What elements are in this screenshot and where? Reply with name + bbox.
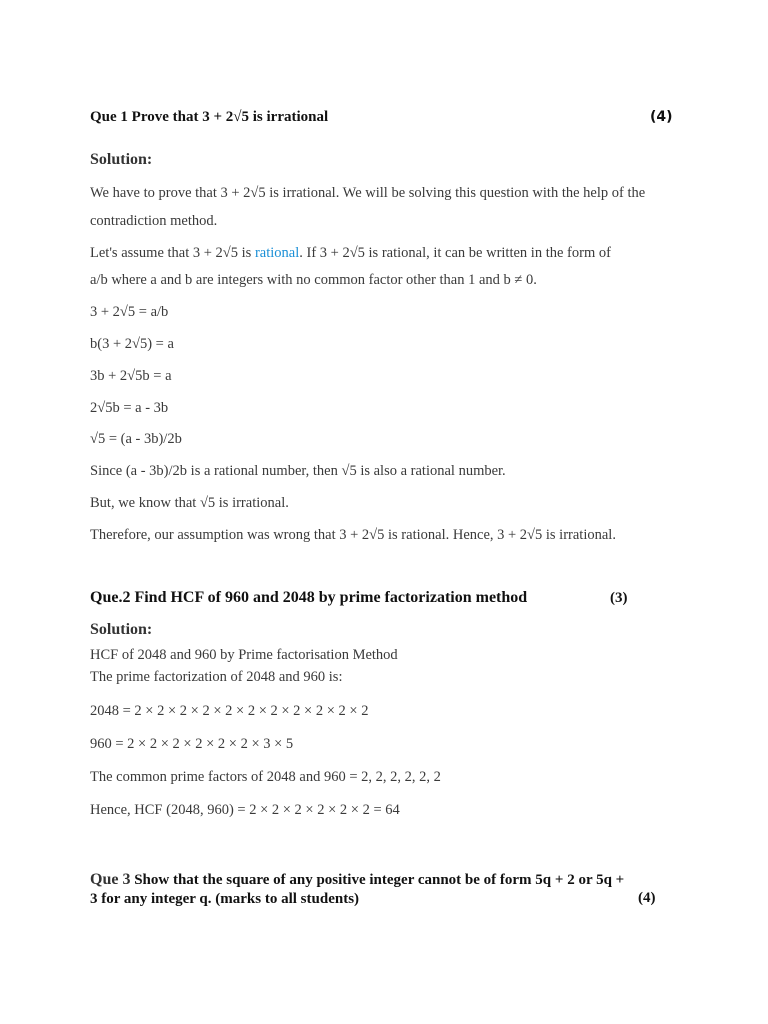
- q2-text-line-3: 2048 = 2 × 2 × 2 × 2 × 2 × 2 × 2 × 2 × 2 × 2 × 2: [90, 703, 369, 719]
- q1-step-7: But, we know that √5 is irrational.: [90, 495, 289, 511]
- q3-title-line-1: [90, 871, 624, 889]
- q2-marks: (3): [610, 590, 628, 606]
- q1-step-6: Since (a - 3b)/2b is a rational number, then √5 is also a rational number.: [90, 463, 506, 479]
- q1-assume-line-2: a/b where a and b are integers with no common factor other than 1 and b ≠ 0.: [90, 272, 537, 288]
- q3-title-text: Show that the square of any positive integer cannot be of form 5q + 2 or 5q +: [130, 872, 625, 888]
- q2-text-line-1: HCF of 2048 and 960 by Prime factorisation Method: [90, 647, 398, 663]
- q1-assume-pre: Let's assume that 3 + 2√5 is: [90, 245, 255, 261]
- q1-step-2: b(3 + 2√5) = a: [90, 336, 174, 352]
- q2-text-line-5: The common prime factors of 2048 and 960 = 2, 2, 2, 2, 2, 2: [90, 769, 441, 785]
- q1-step-1: 3 + 2√5 = a/b: [90, 304, 169, 320]
- q1-step-5: √5 = (a - 3b)/2b: [90, 431, 182, 447]
- q3-marks: (4): [638, 890, 656, 906]
- q1-step-4: 2√5b = a - 3b: [90, 400, 169, 416]
- q2-text-line-2: The prime factorization of 2048 and 960 is:: [90, 669, 343, 685]
- q2-solution-label: Solution:: [90, 621, 153, 638]
- q1-text-line-2: contradiction method.: [90, 213, 218, 229]
- q2-text-line-6: Hence, HCF (2048, 960) = 2 × 2 × 2 × 2 × 2 × 2 = 64: [90, 802, 400, 818]
- rational-link[interactable]: rational: [254, 245, 300, 261]
- q1-solution-label: Solution:: [90, 151, 153, 168]
- q2-text-line-4: 960 = 2 × 2 × 2 × 2 × 2 × 2 × 3 × 5: [90, 736, 294, 752]
- q1-assume-line-1: [90, 244, 611, 262]
- q1-title: Que 1 Prove that 3 + 2√5 is irrational: [90, 109, 329, 125]
- q1-marks: (4): [650, 109, 673, 125]
- q1-text-line-1: We have to prove that 3 + 2√5 is irrational. We will be solving this question with the help of the: [90, 185, 646, 201]
- q1-assume-post: . If 3 + 2√5 is rational, it can be written in the form of: [299, 245, 611, 261]
- q2-title: Que.2 Find HCF of 960 and 2048 by prime factorization method: [90, 589, 528, 606]
- q3-title-line-2: 3 for any integer q. (marks to all students): [90, 891, 360, 907]
- q1-step-8: Therefore, our assumption was wrong that 3 + 2√5 is rational. Hence, 3 + 2√5 is irrational.: [90, 527, 616, 543]
- q1-step-3: 3b + 2√5b = a: [90, 368, 172, 384]
- q3-prefix: Que 3: [90, 871, 131, 888]
